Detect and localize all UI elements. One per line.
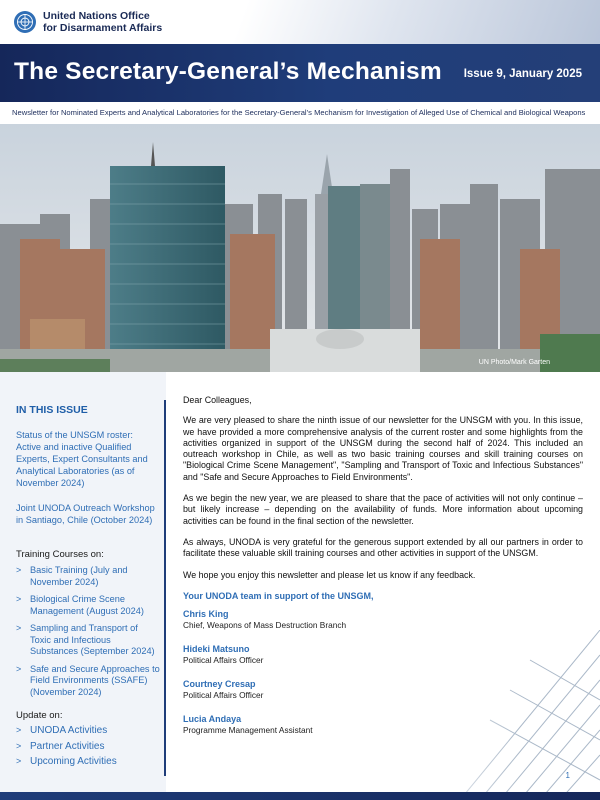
toc-item-training[interactable]: > Safe and Secure Approaches to Field Environments (SSAFE) (November 2024): [16, 663, 160, 697]
letter-paragraph: As always, UNODA is very grateful for the generous support extended by all our partners in order to facilitate these valuable skill training courses and other activities in support of the UNSGM.: [183, 536, 583, 559]
photo-credit: UN Photo/Mark Garten: [478, 359, 550, 366]
letter-greeting: Dear Colleagues,: [183, 395, 252, 405]
toc-item-update[interactable]: > UNODA Activities: [16, 725, 108, 736]
update-label: Update on:: [16, 710, 63, 721]
letter-paragraph: As we begin the new year, we are pleased to share that the pace of activities will not only continue – but likely increase – depending on the availability of funds. More information about upcoming activities can be found in the final section of the newsletter.: [183, 493, 583, 526]
member-role: Chief, Weapons of Mass Destruction Branch: [183, 620, 347, 631]
team-member: [183, 644, 583, 666]
un-emblem-icon: [13, 10, 37, 34]
member-role: Political Affairs Officer: [183, 690, 264, 701]
sidebar-divider: [164, 400, 166, 776]
editorial-letter: [183, 395, 583, 749]
toc-item-training[interactable]: > Sampling and Transport of Toxic and Infectious Substances (September 2024): [16, 623, 155, 656]
team-member: [183, 714, 583, 736]
training-label: Training Courses on:: [16, 549, 104, 560]
title-band: [0, 44, 600, 102]
chevron-right-icon: >: [16, 725, 22, 735]
letter-paragraph: We are very pleased to share the ninth issue of our newsletter for the UNSGM with you. In this issue, we have provided a more comprehensive analysis of the current roster and some highlights from the activities organized in support of the UNSGM during the second half of 2024. This included an outreach workshop in Chile, as well as two basic training courses and skill training courses on "Biological Crime Scene Management", "Sampling and Transport of Toxic and Infectious Substances" and "Safe and Secure Approaches to Field Environments".: [183, 415, 583, 482]
toc-item-training[interactable]: > Biological Crime Scene Management (August 2024): [16, 594, 144, 616]
member-name: Hideki Matsuno: [183, 644, 250, 655]
member-name: Courtney Cresap: [183, 679, 256, 690]
team-heading: Your UNODA team in support of the UNSGM,: [183, 590, 374, 601]
member-role: Programme Management Assistant: [183, 725, 313, 736]
in-this-issue-sidebar: [0, 372, 166, 800]
skyline-illustration: [0, 124, 600, 372]
page-number: 1: [565, 771, 570, 780]
chevron-right-icon: >: [16, 623, 22, 633]
subtitle-bar: [0, 102, 600, 124]
chevron-right-icon: >: [16, 756, 22, 766]
toc-item-roster[interactable]: Status of the UNSGM roster: Active and inactive Qualified Experts, Expert Consultants and Analytical Laboratories (as of November 2024): [16, 430, 148, 488]
org-name-line2: for Disarmament Affairs: [43, 22, 163, 34]
chevron-right-icon: >: [16, 594, 22, 604]
toc-item-update[interactable]: > Partner Activities: [16, 740, 105, 752]
newsletter-subtitle: Newsletter for Nominated Experts and Analytical Laboratories for the Secretary-General’s Mechanism for Investigation of Alleged Use of Chemical and Biological Weapons: [12, 108, 586, 117]
toc-item-training[interactable]: > Basic Training (July and November 2024): [16, 565, 128, 587]
chevron-right-icon: >: [16, 663, 22, 674]
member-name: Chris King: [183, 609, 229, 620]
issue-label: Issue 9, January 2025: [463, 68, 582, 80]
letter-paragraph: We hope you enjoy this newsletter and please let us know if any feedback.: [183, 569, 476, 580]
toc-item-workshop[interactable]: Joint UNODA Outreach Workshop in Santiago, Chile (October 2024): [16, 503, 155, 525]
footer-bar: [0, 792, 600, 800]
org-name-line1: United Nations Office: [43, 10, 150, 22]
chevron-right-icon: >: [16, 740, 22, 751]
sidebar-heading: IN THIS ISSUE: [16, 404, 88, 416]
member-role: Political Affairs Officer: [183, 655, 264, 666]
chevron-right-icon: >: [16, 565, 22, 575]
training-list: [16, 565, 161, 704]
cover-photo: [0, 124, 600, 372]
toc-item-update[interactable]: > Upcoming Activities: [16, 756, 117, 767]
unoda-logo: [13, 10, 162, 34]
member-name: Lucia Andaya: [183, 714, 242, 725]
header-decoration: [232, 0, 600, 44]
newsletter-title: The Secretary-General’s Mechanism: [14, 58, 442, 85]
team-member: [183, 679, 583, 701]
update-list: [16, 725, 161, 772]
team-member: [183, 609, 583, 631]
header-strip: [0, 0, 600, 44]
